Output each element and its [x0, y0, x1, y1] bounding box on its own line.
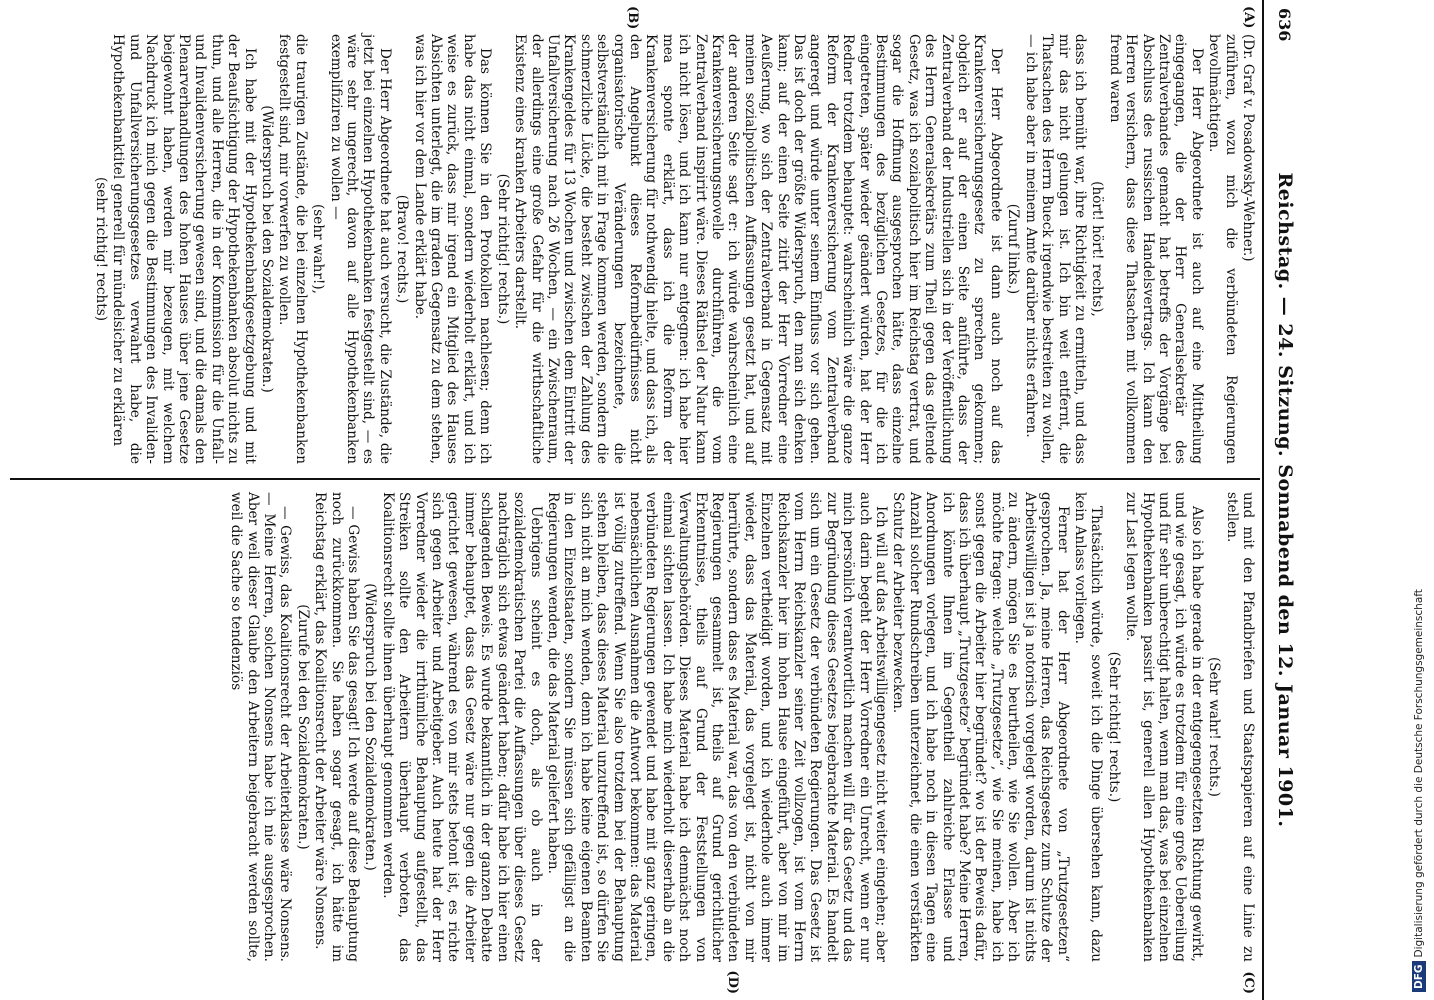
- left-column-paragraph: die traurigen Zustände, die bei einzelnen Hypothekenbanken festgestellt sind, mir vorwerfen zu wollen.: [276, 34, 309, 464]
- right-column-paragraph: (Zurufe bei den Sozialdemokraten.): [294, 604, 311, 850]
- left-column-paragraph: Das können Sie in den Protokollen nachlesen; denn ich habe das nicht einmal, sondern wiederholt erklärt, und ich weise es zurück, dass mir irgend ein Mitglied des Hauses Absichten unterlegt, die im graden Gegensatz zu dem stehen, was ich hier vor dem Lande erklärt habe.: [411, 34, 494, 464]
- left-column-paragraph: Der Herr Abgeordnete ist dann auch noch auf das Krankenversicherungsgesetz zu sprechen gekommen; obgleich er auf der einen Seite anführte, dass der Zentralverband der Industriellen sich in der Veröffentlichung des Herrn Generalsekretärs zum Theil gegen das geltende Gesetz, was ich sozialpolitisch hier im Reichstag vertrat, und sogar die Hoffnung ausgesprochen hätte, dass einzelne Bestimmungen des bezüglichen Gesetzes, für die ich eingetreten, später wieder geändert würden, hat der Herr Redner trotzdem behauptet: wahrscheinlich wäre die ganze Reform der Krankenversicherung vom Zentralverband angeregt und würde unter seinem Einfluss vor sich gehen. Das ist doch der größte Widerspruch, den man sich denken kann; auf der einen Seite zitirt der Herr Vorredner eine Aeußerung, wo sich der Zentralverband in Gegensatz mit meinen sozialpolitischen Auffassungen gesetzt hat, und auf der anderen Seite sagt er: ich würde wahrscheinlich eine Krankenversicherungsnovelle durchführen, die vom Zentralverband inspirirt wäre. Dieses Räthsel der Natur kann ich nicht lösen, und ich kann nur entgegnen: ich habe hier mea sponte erklärt, dass ich die Reform der Krankenversicherung für nothwendig hielte, und dass ich, als den Angelpunkt dieses Reformbedürfnisses nicht organisatorische Veränderungen bezeichnete, die selbstverständlich mit in Frage kommen werden, sondern die schmerzliche Lücke, die besteht zwischen der Zahlung des Krankengeldes für 13 Wochen und zwischen dem Eintritt der Unfallversicherung nach 26 Wochen, — ein Zwischenraum, der allerdings eine große Gefahr für die wirthschaftliche Existenz eines kranken Arbeiters darstellt.: [512, 34, 1004, 464]
- dfg-logo: DFG: [1412, 961, 1426, 992]
- left-column-paragraph: (Zuruf links.): [1005, 203, 1022, 295]
- page-header: [1262, 0, 1300, 1000]
- right-column-paragraph: — Gewiss haben Sie das gesagt! Ich werde auf diese Behauptung noch zurückkommen. Sie haben sogar gesagt, ich hätte im Reichstag erklärt, das Koalitionsrecht der Arbeiter wäre Nonsens.: [312, 492, 362, 962]
- margin-letter-d: (D): [725, 970, 740, 994]
- left-column-paragraph: Der Herr Abgeordnete ist auch auf eine Mittheilung eingegangen, die der Herr Generalsekretär des Zentralverbandes gemacht hat betreffs der Vorgänge bei Abschluss des russischen Handelsvertrags. Ich kann den Herren versichern, dass diese Thatsachen mit vollkommen fremd waren: [1106, 34, 1205, 464]
- left-column-paragraph: Ich habe mit der Hypothekenbankgesetzgebung und mit der Beaufsichtigung der Hypothekenbanken absolut nichts zu thun, und alle Herren, die in der Kommission für die Unfall- und Invalidenversicherung gewesen sind, und die damals den Plenarverhandlungen des hohen Hauses über jene Gesetze beigewohnt haben, werden mir bezeugen, mit welchem Nachdruck ich mich gegen die Bestimmungen des Invaliden- und Unfallversicherungsgesetzes verwahrt habe, die Hypothekenbanktitel generell für mündelsicher zu erklären: [110, 34, 258, 464]
- right-column-paragraph: — Gewiss, das Koalitionsrecht der Arbeiterklasse wäre Nonsens. — Meine Herren, solchen Nonsens habe ich nie ausgesprochen. Aber weil dieser Glaube den Arbeitern beigebracht werden sollte, weil die Sache so tendenziös: [228, 492, 294, 962]
- column-divider: [10, 478, 1260, 480]
- page-number: 636: [1275, 8, 1294, 42]
- right-column-paragraph: Uebrigens scheint es doch, als ob auch in der sozialdemokratischen Partei die Auffassungen über dieses Gesetz nachträglich sich etwas geändert haben; dafür habe ich hier einen schlagenden Beweis. Es wurde bekanntlich in der ganzen Debatte immer behauptet, dass das Gesetz wäre nur gegen die Arbeiter gerichtet gewesen, während es von mir stets betont ist, es richte sich gegen Arbeiter und Arbeitgeber. Auch heute hat der Herr Vorredner wieder die irrthümliche Behauptung aufgestellt, das Streiken sollte den Arbeitern überhaupt verboten, das Koalitionsrecht sollte ihnen überhaupt genommen werden.: [379, 492, 544, 962]
- left-column-paragraph: (Dr. Graf v. Posadowsky-Wehner.): [1240, 34, 1256, 262]
- right-column-paragraph: Also ich habe gerade in der entgegengesetzten Richtung gewirkt, und wie gesagt, ich würde es trotzdem für eine große Uebereilung und für sehr unberechtigt halten, wenn man das, was bei einzelnen Hypothekenbanken passirt ist, generell allen Hypothekenbanken zur Last legen wollte.: [1123, 492, 1205, 962]
- digitization-credit-sidebar: [1404, 0, 1434, 1000]
- margin-letter-a: (A): [1241, 6, 1256, 29]
- right-column-paragraph: Thatsächlich würde, soweit ich die Dinge übersehen kann, dazu kein Anlass vorliegen.: [1071, 492, 1105, 962]
- left-column-paragraph: (sehr richtig! rechts): [92, 176, 109, 322]
- credit-text: Digitalisierung gefördert durch die Deutsche Forschungsgemeinschaft: [1413, 589, 1425, 958]
- left-column-paragraph: zuführen, wozu mich die verbündeten Regierungen bevollmächtigen.: [1206, 34, 1239, 464]
- left-column-paragraph: Der Herr Abgeordnete hat auch versucht, die Zustände, die jetzt bei einzelnen Hypothekenbanken festgestellt sind, — es wäre sehr ungerecht, davon auf alle Hypothekenbanken exemplifiziren zu wollen —: [327, 34, 393, 464]
- right-column-paragraph: Ich will auf das Arbeitswilligengesetz nicht weiter eingehen; aber auch darin begeht der Herr Vorredner ein Unrecht, wenn er nur mich persönlich verantwortlich machen will für das Gesetz und das zur Begründung dieses Gesetzes beigebrachte Material. Es handelt sich um ein Gesetz der verbündeten Regierungen. Das Gesetz ist vom Herrn Reichskanzler seiner Zeit vollzogen, ist vom Herrn Reichskanzler hier im hohen Hause eingeführt, aber von mir im Einzelnen vertheidigt worden, und ich wiederhole auch immer wieder, dass das Material, das vorgelegt ist, nicht von mir herrührte, sondern dass es Material war, das von den verbündeten Regierungen gesammelt ist, theils auf Grund gerichtlicher Erkenntnisse, theils auf Grund der Feststellungen von Verwaltungsbehörden. Dieses Material habe ich demnächst noch einmal sichten lassen. Ich habe mich wiederholt dieserhalb an die verbündeten Regierungen gewendet und habe mit ganz geringen, nebensächlichen Ausnahmen die Antwort bekommen: das Material ist völlig zutreffend. Wenn Sie also trotzdem bei der Behauptung stehen bleiben, dass dieses Material unzutreffend ist, so dürfen Sie sich nicht an mich wenden, denn ich habe keine eigenen Beamten in den Einzelstaaten, sondern Sie müssen sich gefälligst an die Regierungen wenden, die das Material geliefert haben.: [544, 492, 890, 962]
- right-column-paragraph: (Sehr wahr! rechts.): [1206, 657, 1223, 797]
- left-column-paragraph: dass ich bemüht war, ihre Richtigkeit zu ermitteln, und dass mir das nicht gelungen ist. Ich bin weit entfernt, die Thatsachen des Herrn Bueck irgendwie bestreiten zu wollen, — ich habe aber in meinem Amte darüber nichts erfahren.: [1022, 34, 1088, 464]
- page-title: Reichstag. — 24. Sitzung. Sonnabend den 12. Januar 1901.: [1274, 172, 1296, 828]
- margin-letter-c: (C): [1241, 971, 1256, 994]
- left-column-paragraph: (hört! hört! rechts),: [1089, 181, 1106, 317]
- right-column-paragraph: (Sehr richtig! rechts.): [1105, 651, 1122, 803]
- left-column-paragraph: (Widerspruch bei den Sozialdemokraten.): [259, 105, 276, 393]
- credit-line: [1404, 0, 1434, 1000]
- left-column-paragraph: (sehr wahr!),: [310, 204, 327, 294]
- right-column: [10, 492, 1256, 962]
- right-column-paragraph: und mit den Pfandbriefen und Staatspapieren auf eine Linie zu stellen.: [1223, 492, 1256, 962]
- margin-letter-b: (B): [625, 6, 640, 30]
- right-column-paragraph: (Widerspruch bei den Sozialdemokraten.): [362, 583, 379, 871]
- left-column-paragraph: (Sehr richtig! rechts.): [494, 173, 511, 325]
- left-column-paragraph: (Bravo! rechts.): [394, 194, 411, 304]
- right-column-paragraph: Ferner hat der Herr Abgeordnete von „Trutzgesetzen“ gesprochen. Ja, meine Herren, das Reichsgesetz zum Schutze der Arbeitswilligen ist ja notorisch vorgelegt worden, darum ist nichts zu ändern, mögen Sie es beurtheilen, wie Sie wollen. Aber ich möchte fragen: welche „Trutzgesetze“, wie Sie meinen, habe ich sonst gegen die Arbeiter hier begründet? wo ist der Beweis dafür, dass ich überhaupt „Trutzgesetze“ begründet habe? Meine Herren, ich könnte Ihnen im Gegentheil zahlreiche Erlasse und Anordnungen vorlegen, und ich habe noch in diesen Tagen eine Anzahl solcher Rundschreiben unterzeichnet, die einen verstärkten Schutz der Arbeiter bezwecken.: [890, 492, 1071, 962]
- left-column: [10, 34, 1256, 464]
